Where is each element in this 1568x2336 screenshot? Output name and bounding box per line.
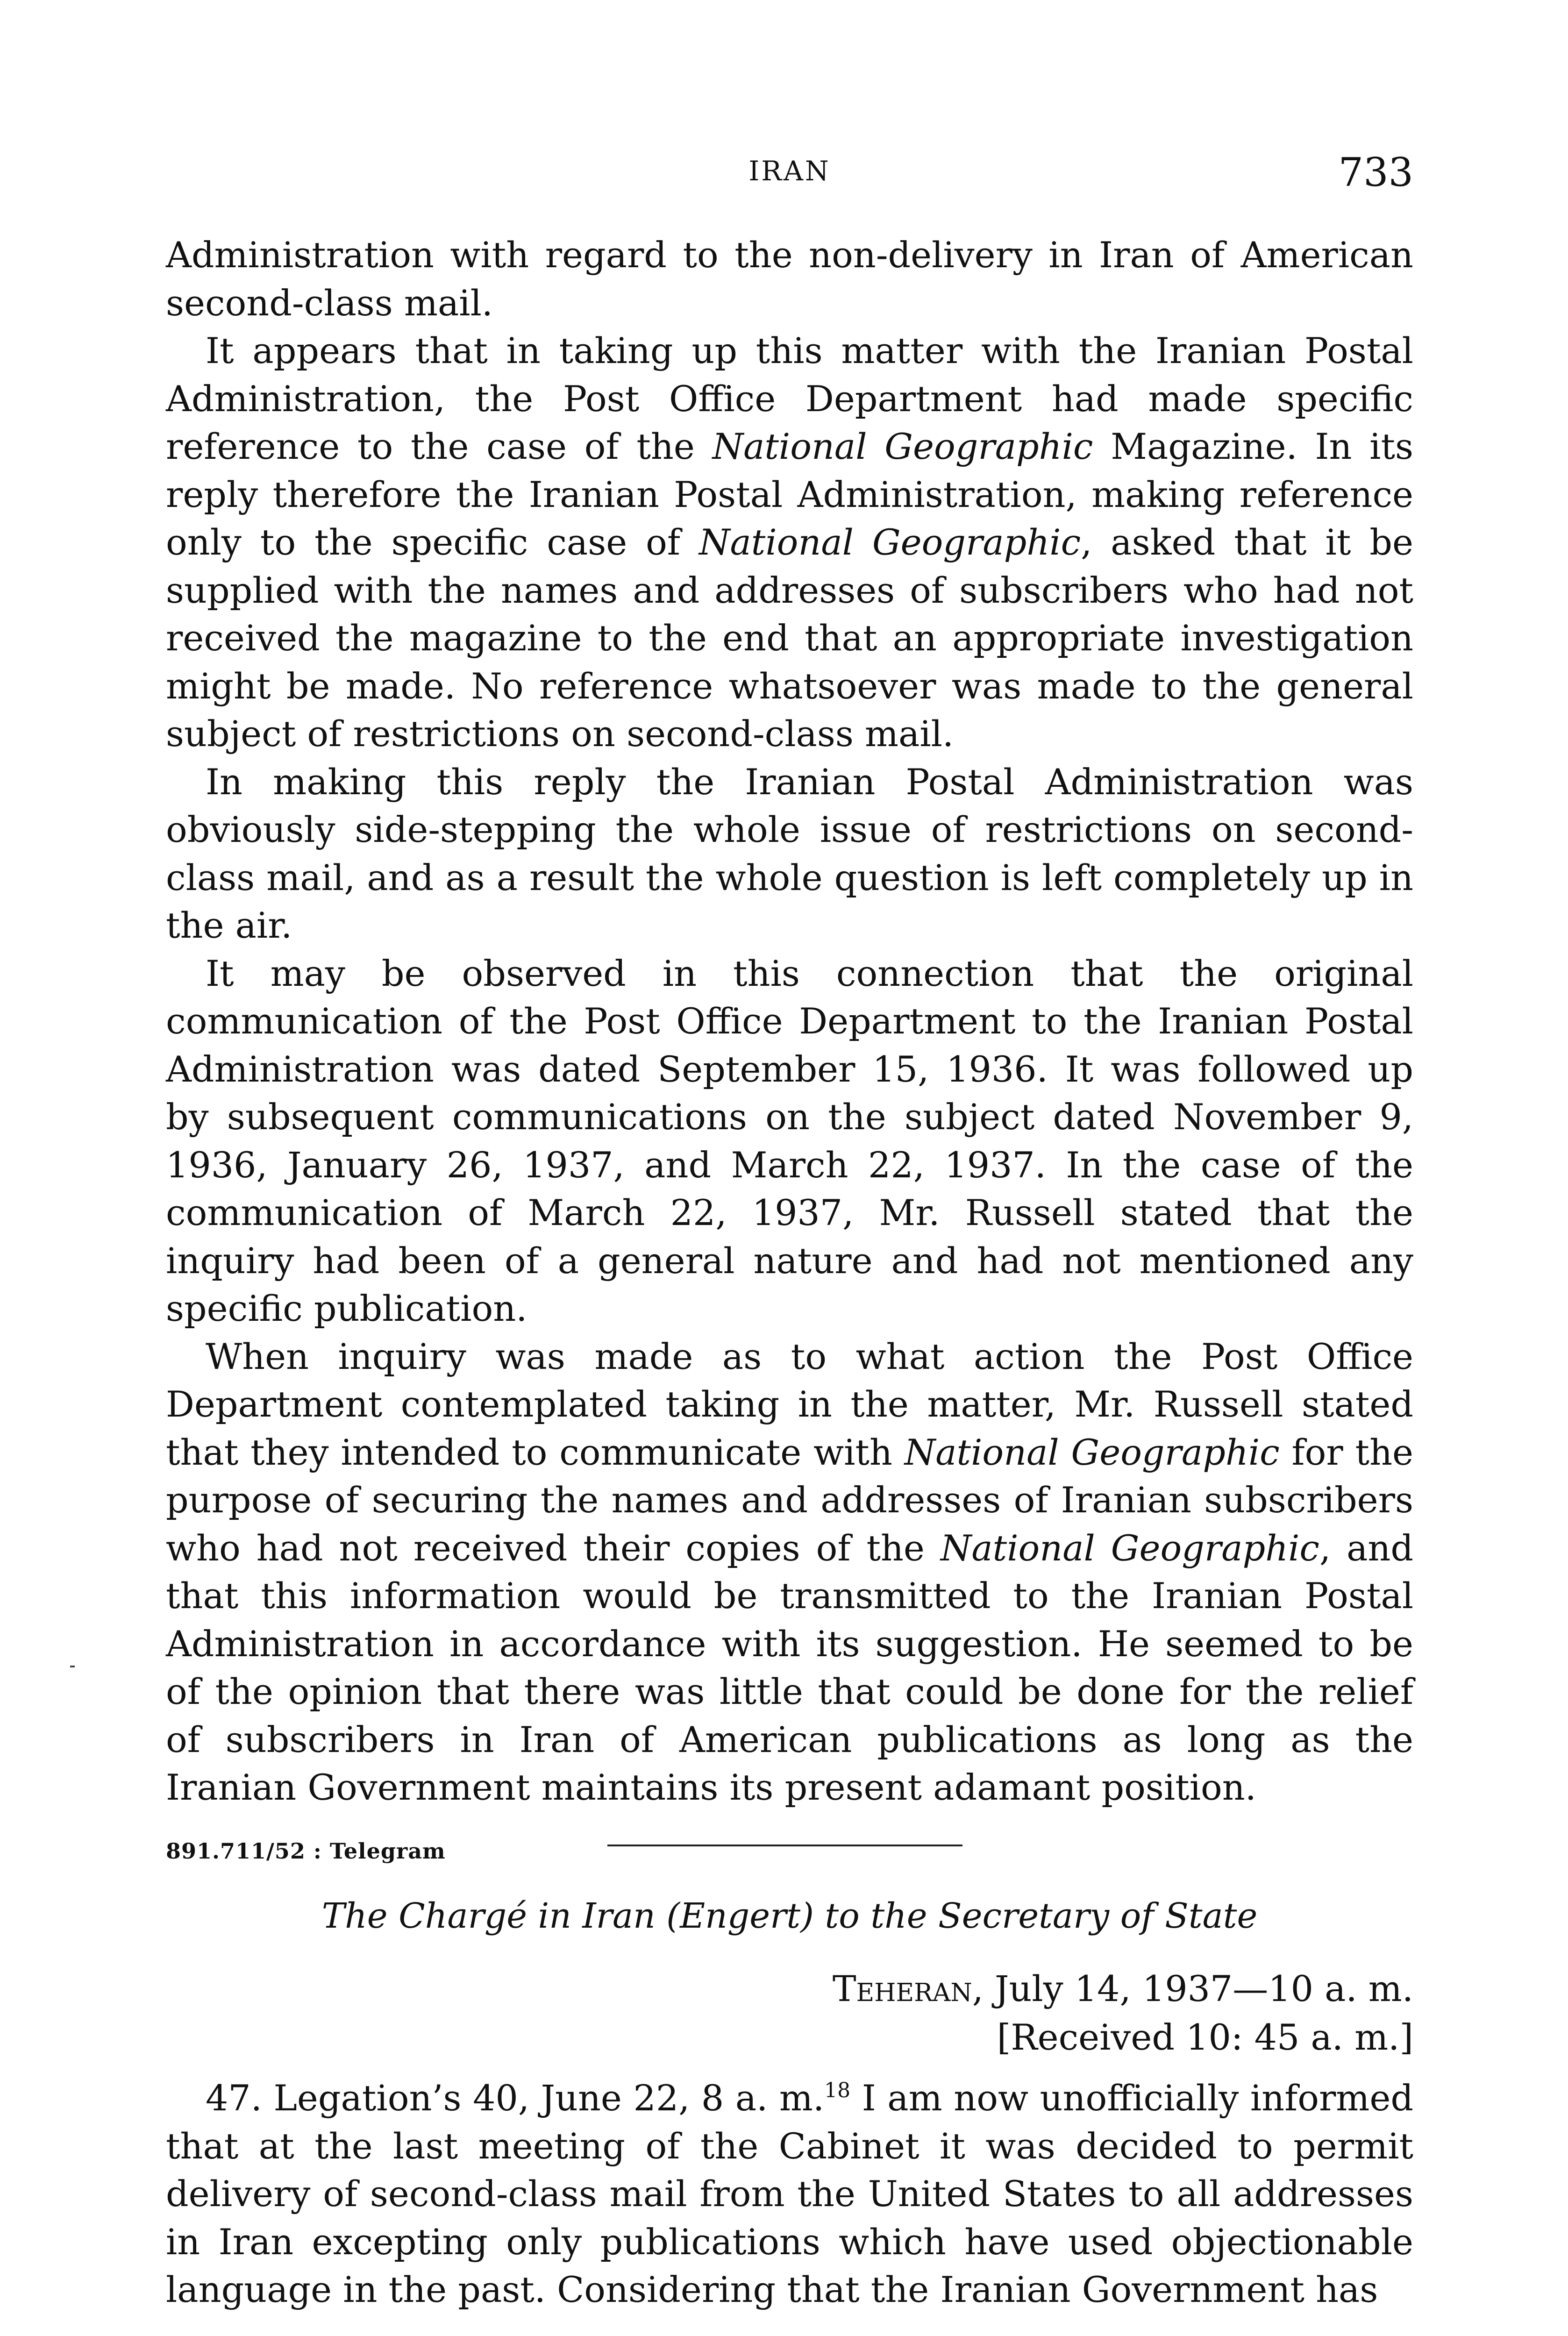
paragraph [166,327,1413,758]
memorandum-body [166,231,1413,1812]
page-number: 733 [1338,150,1413,195]
dateline-line [833,1965,1413,2013]
paragraph-text: for the purpose of securing the names and addresses of Iranian subscribers who had not received their copies of the [166,1431,1413,1569]
dateline-city: Teheran, [832,1968,984,2009]
telegram-body [166,2074,1413,2314]
file-reference: 891.711/52 : Telegram [166,1838,446,1864]
italic-title: National Geographic [712,426,1093,467]
paragraph-text: Administration with regard to the non-delivery in Iran of American second-class mail. [166,234,1413,324]
footnote-reference: 18 [824,2079,851,2102]
paragraph-text: , and that this information would be transmitted to the Iranian Postal Administration in accordance with its suggestion. He seemed to be of the opinion that there was little that could be done for the relief of subscribers in Iran of American publications as long as the Iranian Government maintains its present adamant position. [166,1527,1413,1808]
running-title: IRAN [748,155,831,187]
italic-title: National Geographic [699,521,1081,563]
running-head [166,150,1413,201]
paragraph [166,1333,1413,1812]
paragraph-continued [166,231,1413,327]
paragraph [166,758,1413,950]
italic-title: National Geographic [904,1431,1280,1473]
received-time: [Received 10: 45 a. m.] [997,2016,1413,2058]
paragraph-text: I am now unofficially informed that at the last meeting of the Cabinet it was decided to permit delivery of second-class mail from the United States to all addresses in Iran excepting only publications which have used objectionable language in the past. Considering that the Iranian Government has [166,2077,1413,2310]
margin-mark [70,1666,75,1667]
section-divider [607,1845,962,1846]
paragraph [166,2074,1413,2314]
paragraph-text: 47. Legation’s 40, June 22, 8 a. m. [206,2077,825,2119]
paragraph-text: It may be observed in this connection that the original communication of the Post Office Department to the Iranian Postal Administration was dated September 15, 1936. It was followed up by subsequent communications on the subject dated November 9, 1936, January 26, 1937, and March 22, 1937. In the case of the communication of March 22, 1937, Mr. Russell stated that the inquiry had been of a general nature and had not mentioned any specific publication. [166,952,1413,1329]
italic-title: National Geographic [940,1527,1319,1569]
dateline-date: July 14, 1937—10 a. m. [983,1968,1413,2009]
paragraph-text: When inquiry was made as to what action the Post Office Department contemplated taking in the matter, Mr. Russell stated that they intended to communicate with [166,1335,1413,1473]
paragraph-text: In making this reply the Iranian Postal Administration was obviously side-stepping the whole issue of restrictions on second-class mail, and as a result the whole question is left completely up in the air. [166,761,1413,946]
dateline [833,1965,1413,2062]
paragraph-text: It appears that in taking up this matter with the Iranian Postal Administration, the Post Office Department had made specific reference to the case of the [166,330,1413,467]
paragraph [166,950,1413,1333]
paragraph-text: Magazine. In its reply therefore the Iranian Postal Administration, making reference only to the specific case of [166,426,1414,563]
paragraph-text: , asked that it be supplied with the names and addresses of subscribers who had not received the magazine to the end that an appropriate investigation might be made. No reference whatsoever was made to the general subject of restrictions on second-class mail. [166,521,1413,755]
document-heading: The Chargé in Iran (Engert) to the Secretary of State [321,1896,1258,1936]
